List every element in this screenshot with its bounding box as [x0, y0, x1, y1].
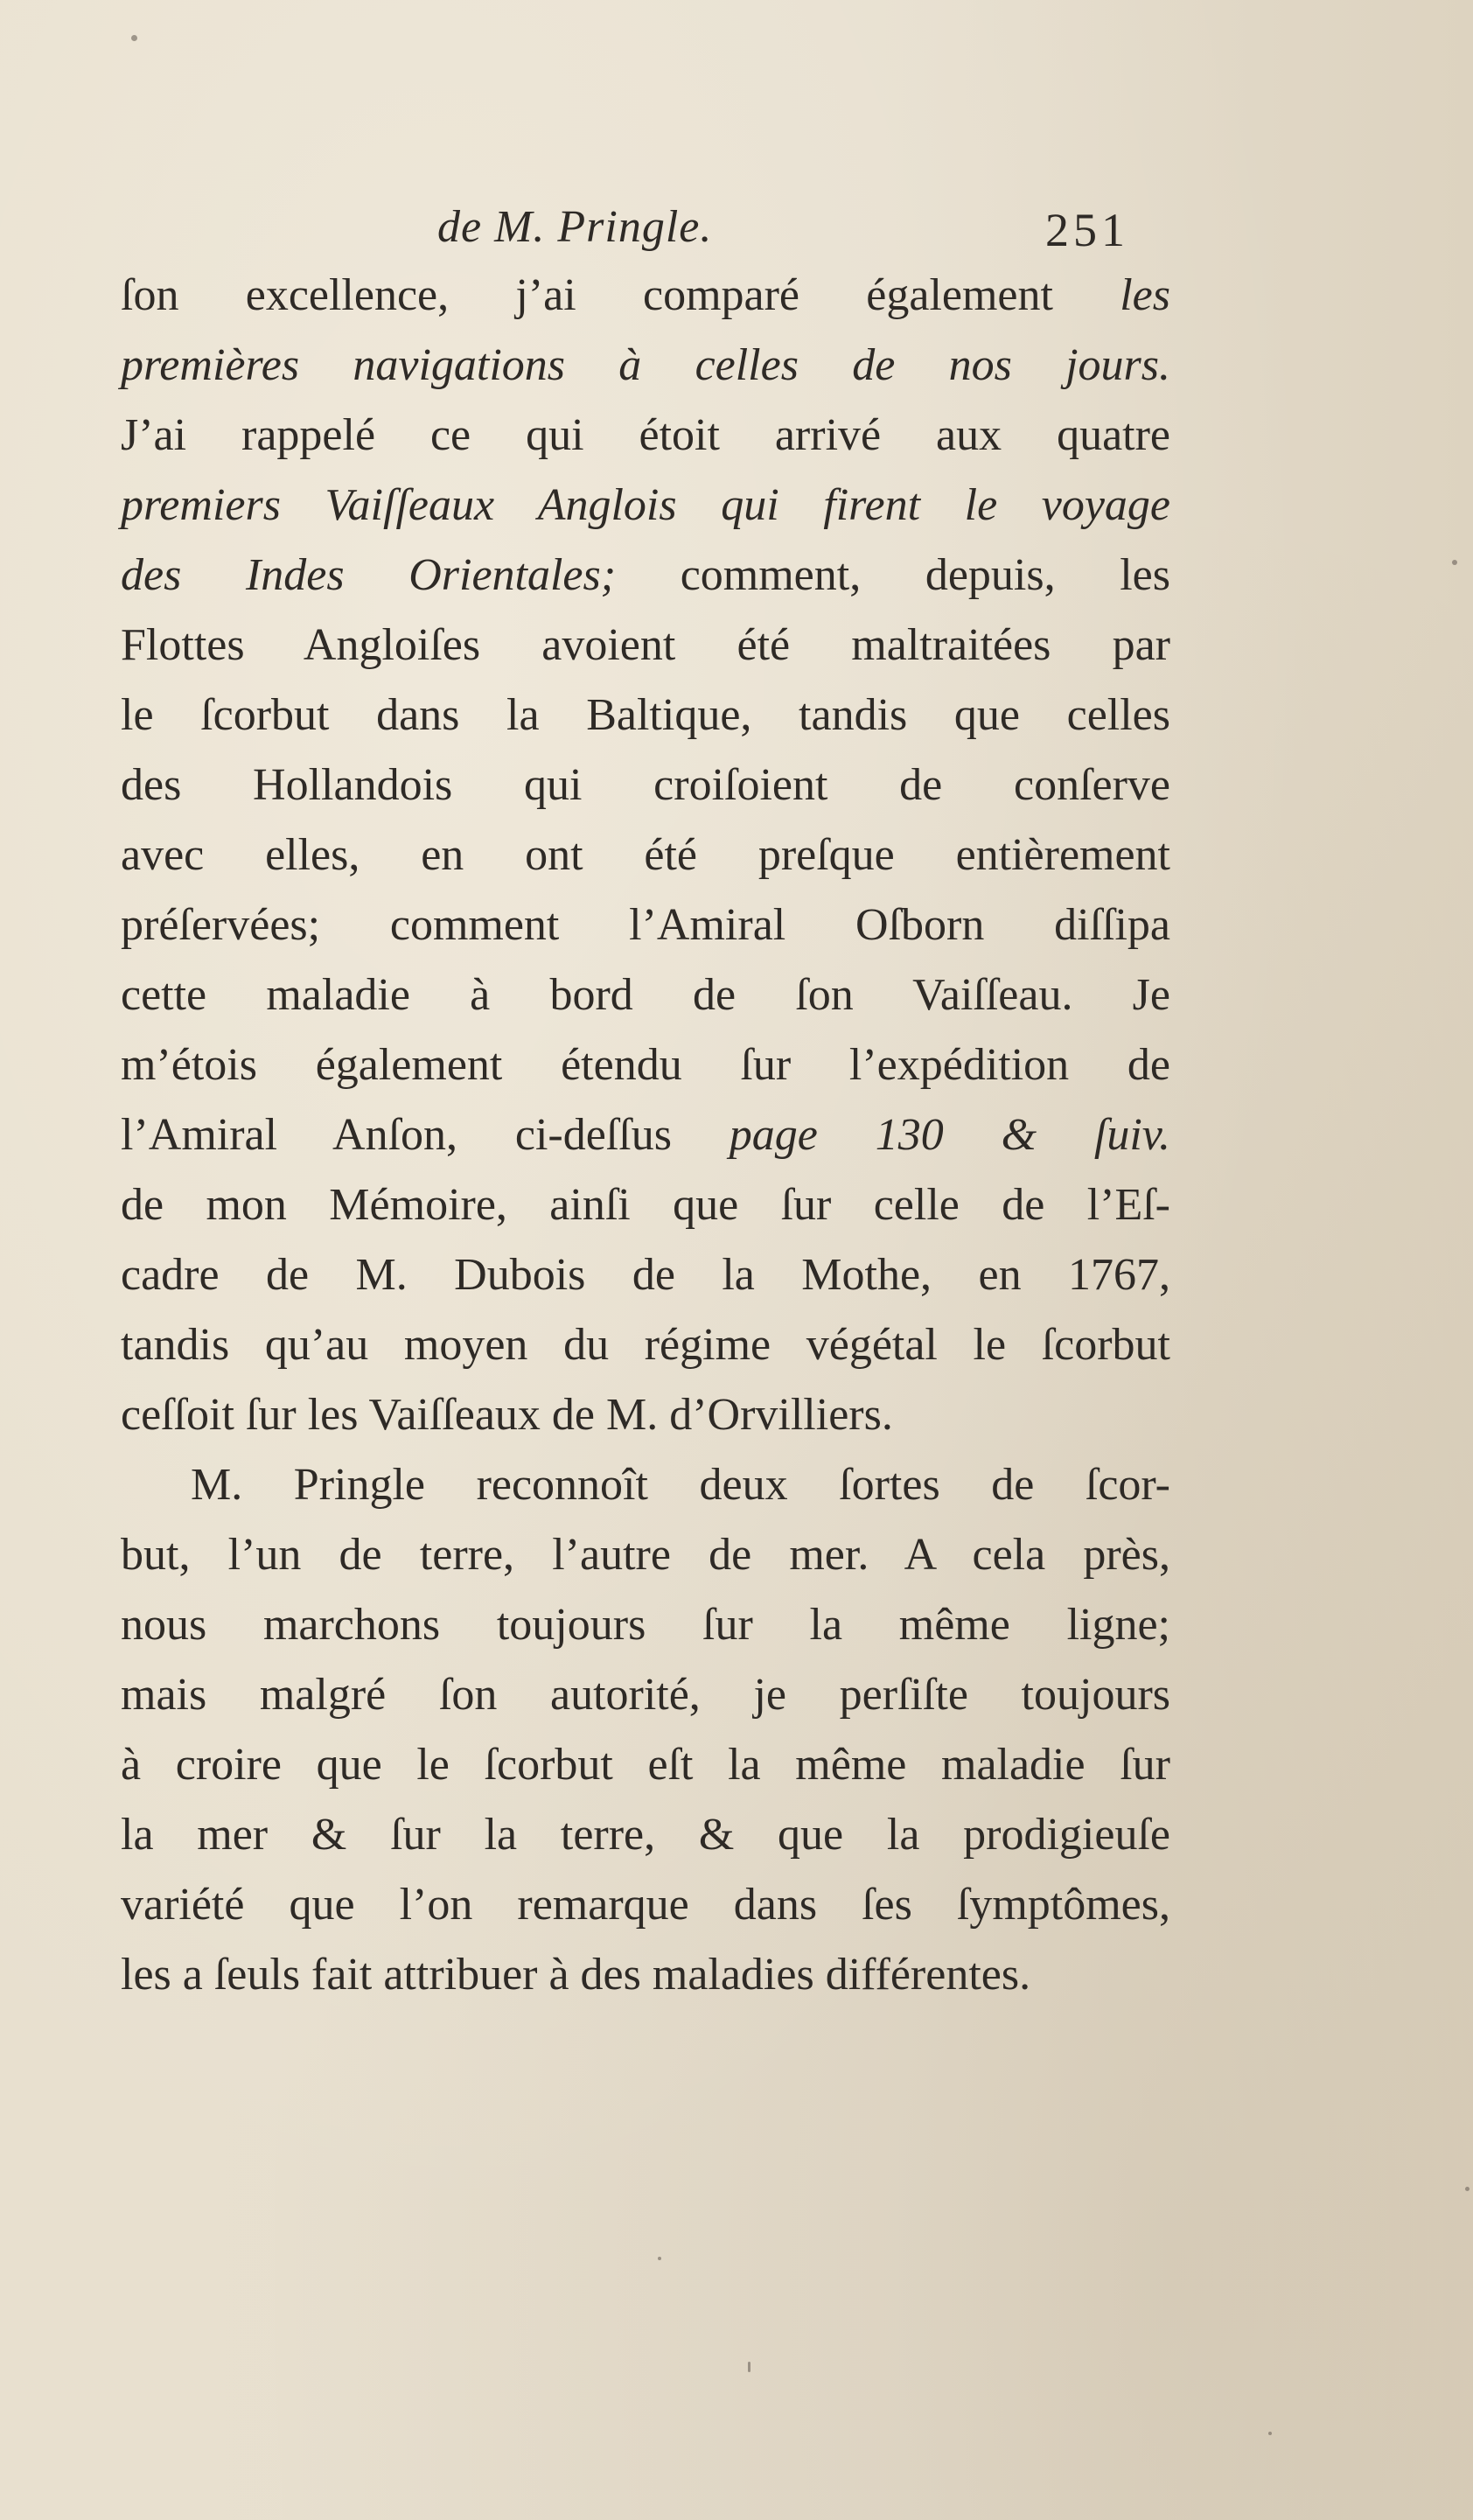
text-run: la mer & ſur la terre, & que la prodigieuſe — [121, 1810, 1170, 1860]
text-run: comment, depuis, les — [616, 550, 1170, 600]
text-run: le ſcorbut dans la Baltique, tandis que celles — [121, 690, 1170, 740]
paper-speck — [658, 2257, 661, 2260]
text-line — [121, 820, 1170, 890]
text-run: nous marchons toujours ſur la même ligne; — [121, 1600, 1170, 1650]
text-run: mais malgré ſon autorité, je perſiſte toujours — [121, 1670, 1170, 1720]
italic-text: page 130 & ſuiv. — [729, 1110, 1170, 1160]
text-line — [121, 1730, 1170, 1800]
italic-text: premiers Vaiſſeaux Anglois qui firent le voyage — [121, 480, 1170, 530]
text-run: avec elles, en ont été preſque entièrement — [121, 830, 1170, 880]
body-text — [121, 261, 1170, 2010]
text-run: tandis qu’au moyen du régime végétal le ſcorbut — [121, 1320, 1170, 1370]
text-line — [121, 471, 1170, 541]
italic-text: des Indes Orientales; — [121, 550, 617, 600]
text-line — [121, 1030, 1170, 1100]
text-line — [121, 1100, 1170, 1170]
text-run: but, l’un de terre, l’autre de mer. A cela près, — [121, 1530, 1170, 1580]
text-run: des Hollandois qui croiſoient de conſerve — [121, 760, 1170, 810]
text-line — [121, 1520, 1170, 1590]
text-line — [121, 611, 1170, 681]
paper-speck — [131, 35, 137, 41]
italic-text: premières navigations à celles de nos jours. — [121, 340, 1170, 390]
text-line — [121, 681, 1170, 750]
text-line — [121, 1450, 1170, 1520]
text-line — [121, 1310, 1170, 1380]
text-run: cadre de M. Dubois de la Mothe, en 1767, — [121, 1250, 1170, 1300]
text-run: Flottes Angloiſes avoient été maltraitées par — [121, 620, 1170, 670]
text-line — [121, 541, 1170, 611]
text-line — [121, 1170, 1170, 1240]
text-line — [121, 1660, 1170, 1730]
text-line — [121, 1870, 1170, 1940]
text-line — [121, 1800, 1170, 1870]
text-line — [121, 750, 1170, 820]
text-run: à croire que le ſcorbut eſt la même maladie ſur — [121, 1740, 1170, 1790]
text-run: ſon excellence, j’ai comparé également — [121, 270, 1120, 320]
text-run: J’ai rappelé ce qui étoit arrivé aux quatre — [121, 410, 1170, 460]
text-run: l’Amiral Anſon, ci-deſſus — [121, 1110, 730, 1160]
text-run: préſervées; comment l’Amiral Oſborn diſſipa — [121, 900, 1170, 950]
text-line — [121, 890, 1170, 960]
text-run: M. Pringle reconnoît deux ſortes de ſcor- — [191, 1460, 1170, 1510]
paper-speck — [748, 2362, 750, 2372]
text-line — [121, 1940, 1170, 2010]
text-line — [121, 960, 1170, 1030]
text-line — [121, 1380, 1170, 1450]
text-line — [121, 1240, 1170, 1310]
paper-speck — [1465, 2187, 1470, 2191]
text-line — [121, 261, 1170, 331]
text-run: ceſſoit ſur les Vaiſſeaux de M. d’Orvilliers. — [121, 1390, 893, 1440]
text-line — [121, 331, 1170, 401]
paper-speck — [1452, 560, 1457, 565]
text-line — [121, 401, 1170, 471]
text-run: variété que l’on remarque dans ſes ſymptômes, — [121, 1880, 1170, 1930]
text-run: cette maladie à bord de ſon Vaiſſeau. Je — [121, 970, 1170, 1020]
text-run: les a ſeuls fait attribuer à des maladies différentes. — [121, 1950, 1031, 2000]
text-line — [121, 1590, 1170, 1660]
text-run: de mon Mémoire, ainſi que ſur celle de l’Eſ- — [121, 1180, 1170, 1230]
italic-text: les — [1120, 270, 1170, 320]
text-run: m’étois également étendu ſur l’expédition de — [121, 1040, 1170, 1090]
paper-speck — [1268, 2432, 1272, 2435]
running-head: de M. Pringle. — [437, 202, 713, 252]
page-number: 251 — [1045, 204, 1129, 256]
